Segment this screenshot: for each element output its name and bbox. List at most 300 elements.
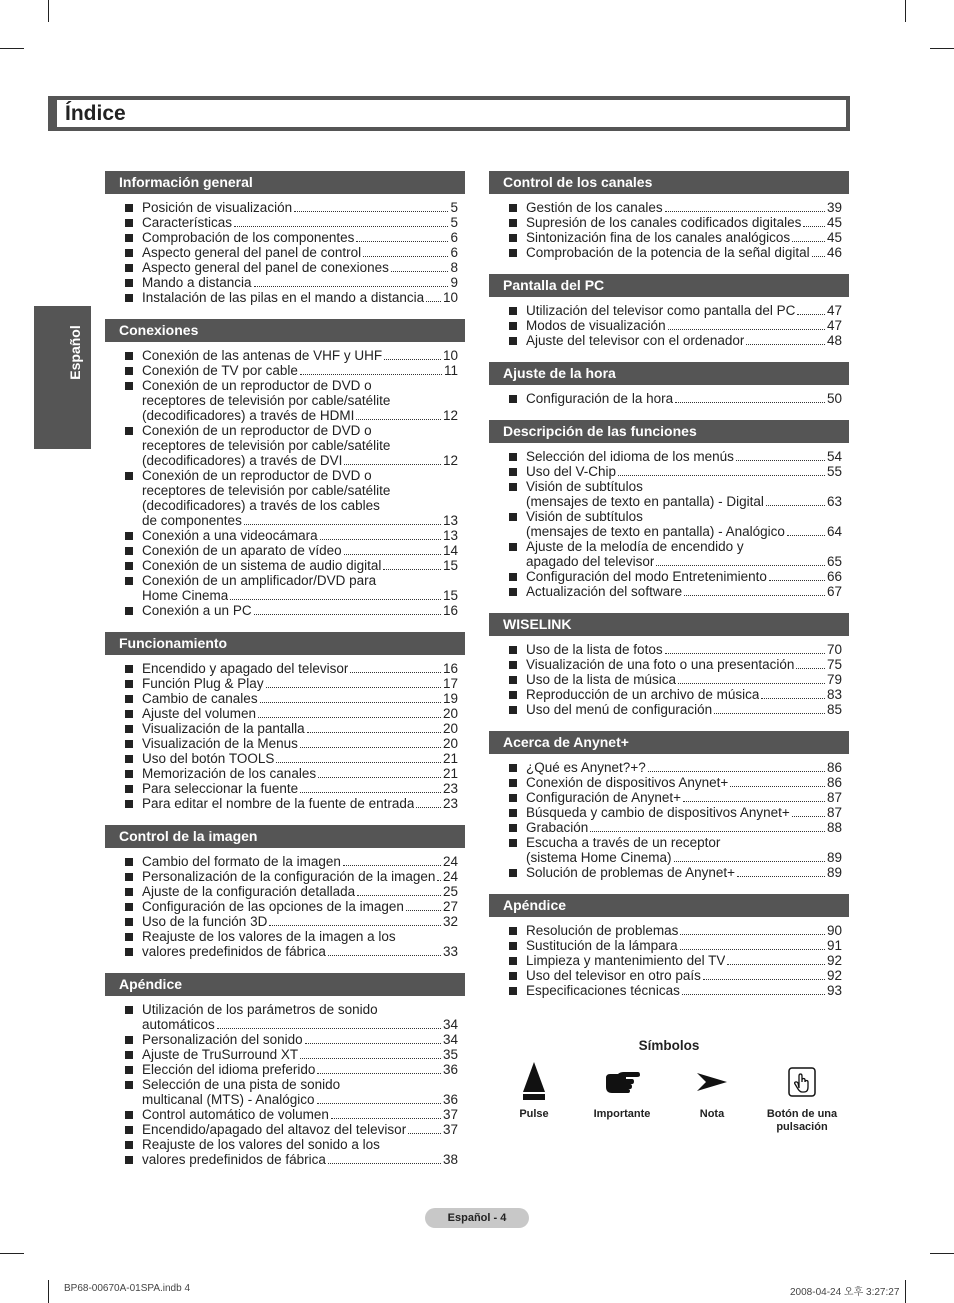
square-bullet-icon	[125, 562, 133, 570]
toc-page-number: 5	[450, 215, 458, 230]
toc-entry[interactable]	[507, 820, 842, 835]
toc-entry-line	[142, 408, 458, 423]
square-bullet-icon	[125, 279, 133, 287]
toc-entry-text: Características	[142, 215, 233, 230]
dot-leader	[746, 344, 825, 345]
toc-entry-line	[142, 661, 458, 676]
toc-entry-line	[142, 528, 458, 543]
dot-leader	[668, 329, 825, 330]
toc-entry-line	[526, 983, 842, 998]
toc-entry-text: Visualización de la Menus	[142, 736, 298, 751]
toc-entry[interactable]	[507, 923, 842, 938]
toc-entry-text: Encendido y apagado del televisor	[142, 661, 349, 676]
toc-entry[interactable]	[123, 290, 458, 305]
toc-entry[interactable]	[507, 865, 842, 880]
toc-page-number: 55	[826, 464, 842, 479]
dot-leader	[258, 717, 441, 718]
dot-leader	[665, 211, 825, 212]
section-heading: Control de la imagen	[105, 825, 465, 848]
toc-entry[interactable]	[123, 468, 458, 528]
crop-mark	[905, 1280, 906, 1303]
pencil-tip-icon	[489, 1062, 579, 1102]
square-bullet-icon	[509, 543, 517, 551]
toc-entry-text: Resolución de problemas	[526, 923, 679, 938]
square-bullet-icon	[509, 453, 517, 461]
square-bullet-icon	[509, 957, 517, 965]
toc-entry-text: valores predefinidos de fábrica	[142, 944, 326, 959]
toc-entry[interactable]	[123, 1032, 458, 1047]
dot-leader	[328, 1163, 441, 1164]
toc-entry-text: Utilización del televisor como pantalla del PC	[526, 303, 796, 318]
toc-entry-text: Elección del idioma preferido	[142, 1062, 316, 1077]
toc-list	[489, 760, 849, 880]
toc-entry[interactable]	[123, 363, 458, 378]
toc-list	[489, 391, 849, 406]
toc-entry[interactable]	[123, 1062, 458, 1077]
toc-entry[interactable]	[507, 230, 842, 245]
toc-page-number: 13	[442, 528, 458, 543]
toc-entry-text: Visualización de una foto o una presentación	[526, 657, 795, 672]
toc-entry-line	[526, 953, 842, 968]
toc-entry[interactable]	[123, 1122, 458, 1137]
toc-entry[interactable]	[123, 1137, 458, 1152]
toc-entry-line	[526, 923, 842, 938]
toc-page-number: 92	[826, 953, 842, 968]
dot-leader	[276, 762, 441, 763]
toc-entry-line	[142, 513, 458, 528]
toc-entry[interactable]	[507, 449, 842, 464]
toc-page-number: 12	[442, 453, 458, 468]
toc-page-number: 64	[826, 524, 842, 539]
toc-entry-line	[526, 584, 842, 599]
toc-entry-text: Conexión de dispositivos Anynet+	[526, 775, 729, 790]
toc-page-number: 75	[826, 657, 842, 672]
toc-entry-text: Uso de la función 3D	[142, 914, 268, 929]
dot-leader	[680, 934, 825, 935]
toc-entry[interactable]	[123, 230, 458, 245]
dot-leader	[406, 910, 441, 911]
toc-page-number: 93	[826, 983, 842, 998]
toc-entry[interactable]	[123, 275, 458, 290]
toc-entry[interactable]	[123, 1002, 458, 1032]
toc-section	[489, 171, 849, 260]
square-bullet-icon	[125, 249, 133, 257]
toc-entry[interactable]	[123, 751, 458, 766]
toc-entry-line	[526, 230, 842, 245]
toc-page-number: 21	[442, 766, 458, 781]
toc-entry-line	[526, 820, 842, 835]
title-box	[52, 100, 846, 127]
dot-leader	[727, 964, 825, 965]
toc-entry-line	[526, 569, 842, 584]
square-bullet-icon	[125, 1036, 133, 1044]
toc-entry[interactable]	[123, 543, 458, 558]
toc-entry[interactable]	[123, 736, 458, 751]
toc-entry[interactable]	[507, 953, 842, 968]
toc-entry-text: Uso del menú de configuración	[526, 702, 713, 717]
dot-leader	[356, 419, 441, 420]
toc-entry[interactable]	[507, 805, 842, 820]
toc-entry-text: Personalización del sonido	[142, 1032, 303, 1047]
footer-timestamp: 2008-04-24 오후 3:27:27	[790, 1287, 900, 1298]
toc-entry-line	[526, 657, 842, 672]
toc-entry-line	[142, 1107, 458, 1122]
toc-section	[105, 632, 465, 811]
dot-leader	[300, 747, 441, 748]
square-bullet-icon	[125, 873, 133, 881]
square-bullet-icon	[509, 513, 517, 521]
toc-entry-line	[526, 245, 842, 260]
toc-entry-text: Para seleccionar la fuente	[142, 781, 299, 796]
toc-entry[interactable]	[507, 584, 842, 599]
dot-leader	[714, 713, 825, 714]
toc-entry[interactable]	[123, 691, 458, 706]
toc-page-number: 24	[442, 854, 458, 869]
toc-list	[105, 1002, 465, 1167]
square-bullet-icon	[125, 264, 133, 272]
square-bullet-icon	[125, 234, 133, 242]
toc-entry-line	[142, 260, 458, 275]
toc-page-number: 20	[442, 706, 458, 721]
toc-entry[interactable]	[507, 391, 842, 406]
toc-entry[interactable]	[507, 835, 842, 865]
toc-page-number: 25	[442, 884, 458, 899]
toc-entry-line	[142, 869, 458, 884]
toc-entry[interactable]	[507, 672, 842, 687]
dot-leader	[761, 698, 825, 699]
square-bullet-icon	[509, 661, 517, 669]
toc-entry-line	[142, 1032, 458, 1047]
dot-leader	[230, 599, 441, 600]
section-heading: WISELINK	[489, 613, 849, 636]
toc-entry[interactable]	[123, 348, 458, 363]
toc-entry[interactable]	[507, 318, 842, 333]
toc-entry[interactable]	[507, 702, 842, 717]
toc-entry-text: Aspecto general del panel de control	[142, 245, 362, 260]
toc-entry-line	[142, 1017, 458, 1032]
dot-leader	[331, 1118, 441, 1119]
toc-entry[interactable]	[507, 790, 842, 805]
toc-entry[interactable]	[507, 687, 842, 702]
section-heading: Apéndice	[105, 973, 465, 996]
toc-entry[interactable]	[507, 333, 842, 348]
toc-entry-text: Conexión de un amplificador/DVD para	[142, 573, 377, 588]
toc-entry[interactable]	[123, 378, 458, 423]
toc-page-number: 34	[442, 1017, 458, 1032]
one-touch-button-icon	[757, 1062, 847, 1102]
toc-section	[489, 613, 849, 717]
toc-entry-text: Limpieza y mantenimiento del TV	[526, 953, 726, 968]
toc-entry-line	[142, 914, 458, 929]
toc-entry[interactable]	[507, 245, 842, 260]
square-bullet-icon	[125, 367, 133, 375]
toc-entry[interactable]	[507, 464, 842, 479]
toc-entry-line	[526, 449, 842, 464]
toc-entry[interactable]	[123, 245, 458, 260]
toc-entry-text: Ajuste de TruSurround XT	[142, 1047, 299, 1062]
toc-entry-text: Encendido/apagado del altavoz del televisor	[142, 1122, 407, 1137]
square-bullet-icon	[125, 1156, 133, 1164]
dot-leader	[318, 777, 441, 778]
toc-entry[interactable]	[507, 642, 842, 657]
toc-entry-line	[142, 766, 458, 781]
language-side-tab-label: Español	[67, 325, 83, 380]
pointing-hand-icon	[577, 1062, 667, 1102]
toc-entry[interactable]	[507, 775, 842, 790]
toc-page-number: 89	[826, 850, 842, 865]
toc-entry-text: Memorización de los canales	[142, 766, 317, 781]
toc-entry[interactable]	[123, 260, 458, 275]
toc-entry-line	[142, 363, 458, 378]
crop-mark	[48, 0, 49, 22]
toc-list	[105, 854, 465, 959]
symbol-note	[667, 1062, 757, 1121]
toc-list	[489, 303, 849, 348]
toc-entry-text: Mando a distancia	[142, 275, 252, 290]
toc-entry-line	[142, 899, 458, 914]
toc-entry-text: Sintonización fina de los canales analógicos	[526, 230, 791, 245]
toc-entry[interactable]	[123, 200, 458, 215]
toc-entry-text: Visión de subtítulos	[526, 509, 643, 524]
dot-leader	[344, 554, 441, 555]
square-bullet-icon	[125, 427, 133, 435]
toc-entry[interactable]	[123, 929, 458, 944]
toc-entry-text: Conexión de un aparato de vídeo	[142, 543, 342, 558]
dot-leader	[317, 1103, 441, 1104]
toc-entry-line	[142, 290, 458, 305]
toc-entry-text: Gestión de los canales	[526, 200, 663, 215]
toc-entry-line	[526, 702, 842, 717]
arrowhead-icon	[667, 1062, 757, 1102]
toc-entry[interactable]	[507, 569, 842, 584]
toc-entry-text: Comprobación de la potencia de la señal digital	[526, 245, 810, 260]
toc-entry-line	[526, 303, 842, 318]
toc-page-number: 89	[826, 865, 842, 880]
toc-entry-text: Selección del idioma de los menús	[526, 449, 734, 464]
toc-section	[105, 319, 465, 618]
toc-entry-line	[142, 854, 458, 869]
toc-entry[interactable]	[507, 760, 842, 775]
toc-page-number: 8	[450, 260, 458, 275]
toc-page-number: 54	[826, 449, 842, 464]
dot-leader	[680, 949, 825, 950]
crop-mark	[0, 1253, 24, 1254]
dot-leader	[260, 702, 441, 703]
toc-entry[interactable]	[123, 781, 458, 796]
toc-entry[interactable]	[123, 573, 458, 603]
toc-entry[interactable]	[507, 509, 842, 539]
square-bullet-icon	[125, 710, 133, 718]
toc-page-number: 90	[826, 923, 842, 938]
toc-entry[interactable]	[123, 1152, 458, 1167]
toc-entry-text: Aspecto general del panel de conexiones	[142, 260, 389, 275]
toc-entry-line	[142, 676, 458, 691]
toc-page-number: 12	[442, 408, 458, 423]
dot-leader	[269, 925, 441, 926]
toc-section	[489, 274, 849, 348]
toc-entry-line	[526, 391, 842, 406]
square-bullet-icon	[125, 888, 133, 896]
symbols-row	[489, 1062, 849, 1142]
toc-entry[interactable]	[507, 657, 842, 672]
toc-page-number: 6	[450, 245, 458, 260]
toc-entry-text: (decodificadores) a través de DVI	[142, 453, 343, 468]
toc-page-number: 66	[826, 569, 842, 584]
toc-entry-text: Cambio del formato de la imagen	[142, 854, 341, 869]
toc-entry[interactable]	[507, 983, 842, 998]
toc-page-number: 86	[826, 775, 842, 790]
dot-leader	[254, 286, 449, 287]
dot-leader	[300, 1058, 441, 1059]
toc-entry[interactable]	[123, 676, 458, 691]
toc-entry-line	[526, 687, 842, 702]
crop-mark	[930, 48, 954, 49]
toc-page-number: 48	[826, 333, 842, 348]
dot-leader	[426, 301, 441, 302]
dot-leader	[674, 861, 825, 862]
toc-entry-text: (decodificadores) a través de HDMI	[142, 408, 355, 423]
toc-entry[interactable]	[507, 479, 842, 509]
toc-entry-text: (mensajes de texto en pantalla) - Analógico	[526, 524, 785, 539]
square-bullet-icon	[509, 691, 517, 699]
toc-page-number: 16	[442, 661, 458, 676]
toc-page-number: 37	[442, 1122, 458, 1137]
square-bullet-icon	[125, 1141, 133, 1149]
toc-entry-line	[142, 691, 458, 706]
toc-entry-line	[142, 781, 458, 796]
dot-leader	[675, 402, 825, 403]
toc-entry-text: Para editar el nombre de la fuente de entrada	[142, 796, 415, 811]
toc-page-number: 21	[442, 751, 458, 766]
toc-entry-text: Modos de visualización	[526, 318, 666, 333]
square-bullet-icon	[125, 352, 133, 360]
square-bullet-icon	[125, 547, 133, 555]
dot-leader	[317, 1073, 441, 1074]
toc-page-number: 10	[442, 290, 458, 305]
toc-entry-line	[526, 554, 842, 569]
toc-entry[interactable]	[123, 766, 458, 781]
section-heading: Información general	[105, 171, 465, 194]
toc-entry-text: Uso del televisor en otro país	[526, 968, 701, 983]
toc-entry-line	[526, 790, 842, 805]
toc-entry-text: Ajuste del televisor con el ordenador	[526, 333, 745, 348]
toc-page-number: 20	[442, 736, 458, 751]
toc-page-number: 36	[442, 1092, 458, 1107]
toc-entry[interactable]	[123, 1047, 458, 1062]
toc-page-number: 45	[826, 230, 842, 245]
toc-entry-line	[142, 200, 458, 215]
square-bullet-icon	[509, 824, 517, 832]
toc-page-number: 47	[826, 303, 842, 318]
toc-entry[interactable]	[507, 215, 842, 230]
square-bullet-icon	[125, 785, 133, 793]
dot-leader	[344, 464, 441, 465]
dot-leader	[683, 801, 825, 802]
toc-entry-line	[142, 453, 458, 468]
dot-leader	[363, 256, 448, 257]
toc-entry-line	[526, 850, 842, 865]
square-bullet-icon	[509, 706, 517, 714]
symbol-label: Importante	[593, 1108, 651, 1120]
toc-entry[interactable]	[507, 539, 842, 569]
toc-entry-text: Uso de la lista de música	[526, 672, 677, 687]
dot-leader	[437, 880, 441, 881]
toc-entry-text: Conexión de un reproductor de DVD o	[142, 423, 372, 438]
toc-entry[interactable]	[123, 558, 458, 573]
toc-entry-line	[142, 944, 458, 959]
toc-entry[interactable]	[123, 215, 458, 230]
toc-entry[interactable]	[123, 603, 458, 618]
toc-entry[interactable]	[123, 528, 458, 543]
symbol-label: Nota	[699, 1108, 725, 1120]
toc-page-number: 23	[442, 781, 458, 796]
toc-entry-text: de componentes	[142, 513, 242, 528]
toc-entry[interactable]	[123, 721, 458, 736]
section-heading: Conexiones	[105, 319, 465, 342]
toc-entry[interactable]	[123, 869, 458, 884]
toc-entry[interactable]	[123, 706, 458, 721]
toc-entry[interactable]	[123, 944, 458, 959]
toc-entry[interactable]	[507, 968, 842, 983]
toc-page-number: 14	[442, 543, 458, 558]
dot-leader	[307, 732, 441, 733]
toc-entry[interactable]	[123, 1107, 458, 1122]
toc-page-number: 36	[442, 1062, 458, 1077]
square-bullet-icon	[125, 755, 133, 763]
toc-entry[interactable]	[123, 854, 458, 869]
toc-page-number: 11	[443, 363, 458, 378]
dot-leader	[300, 374, 442, 375]
toc-entry-text: receptores de televisión por cable/satélite	[142, 438, 391, 453]
toc-entry[interactable]	[123, 796, 458, 811]
toc-entry-line	[526, 865, 842, 880]
toc-entry[interactable]	[507, 303, 842, 318]
toc-entry-text: Conexión de las antenas de VHF y UHF	[142, 348, 383, 363]
toc-entry-text: Home Cinema	[142, 588, 229, 603]
toc-entry[interactable]	[123, 1077, 458, 1107]
toc-page-number: 85	[826, 702, 842, 717]
dot-leader	[792, 816, 825, 817]
toc-entry-line	[526, 524, 842, 539]
toc-entry-text: Grabación	[526, 820, 589, 835]
toc-entry-text: Conexión de un reproductor de DVD o	[142, 468, 372, 483]
toc-list	[489, 642, 849, 717]
toc-entry[interactable]	[123, 423, 458, 468]
toc-entry-text: Reajuste de los valores de la imagen a los	[142, 929, 396, 944]
dot-leader	[408, 1133, 441, 1134]
square-bullet-icon	[509, 927, 517, 935]
toc-entry[interactable]	[123, 884, 458, 899]
toc-section	[489, 731, 849, 880]
toc-entry[interactable]	[123, 661, 458, 676]
toc-page-number: 34	[442, 1032, 458, 1047]
toc-entry-text: Actualización del software	[526, 584, 683, 599]
toc-entry[interactable]	[507, 200, 842, 215]
toc-entry[interactable]	[123, 914, 458, 929]
square-bullet-icon	[509, 779, 517, 787]
toc-entry-line	[142, 588, 458, 603]
toc-entry-text: Conexión de un reproductor de DVD o	[142, 378, 372, 393]
toc-page-number: 79	[826, 672, 842, 687]
toc-entry-text: Función Plug & Play	[142, 676, 264, 691]
square-bullet-icon	[125, 219, 133, 227]
toc-entry-line	[526, 968, 842, 983]
dot-leader	[648, 771, 825, 772]
toc-entry[interactable]	[507, 938, 842, 953]
square-bullet-icon	[125, 695, 133, 703]
toc-entry[interactable]	[123, 899, 458, 914]
square-bullet-icon	[125, 1051, 133, 1059]
